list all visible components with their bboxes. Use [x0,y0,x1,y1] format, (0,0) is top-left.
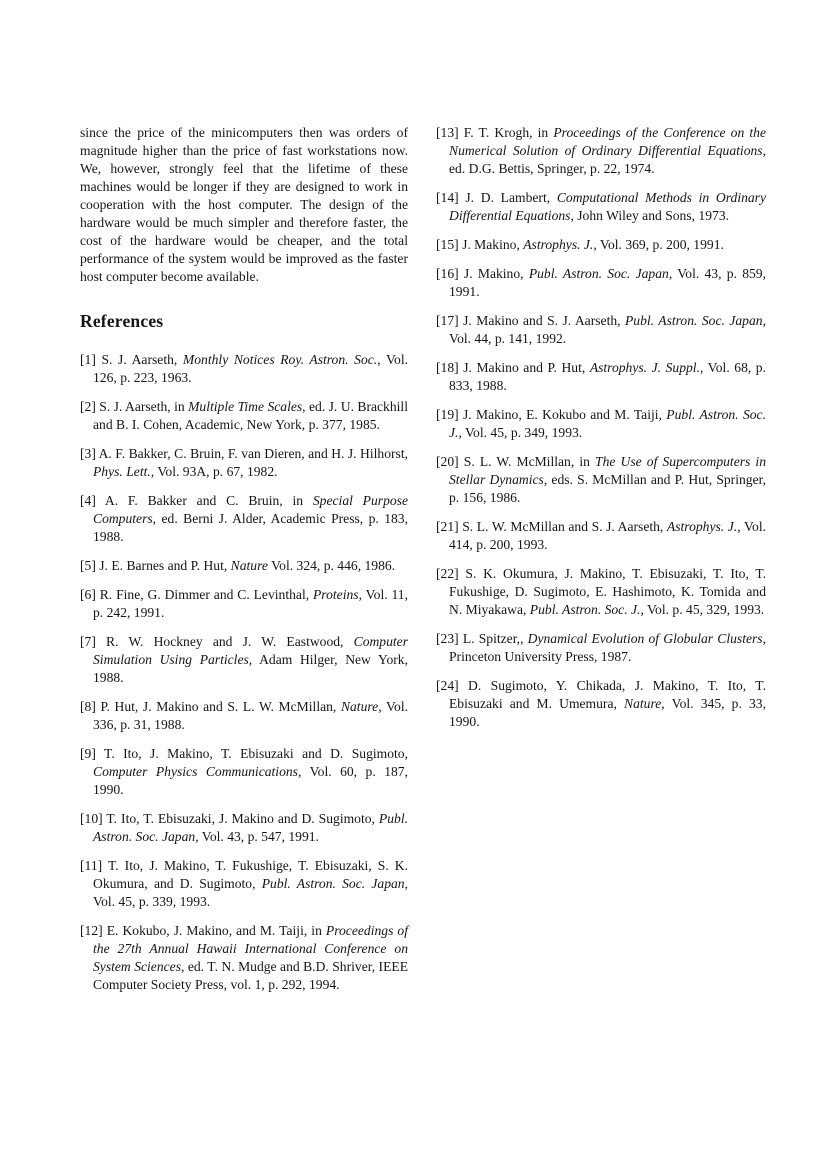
left-column [80,124,408,994]
reference-item [436,518,766,554]
reference-item [436,630,766,666]
reference-text: , ed. J. U. Brackhill and B. I. Cohen, Academic, New York, p. 377, 1985. [93,399,408,432]
reference-item [436,236,766,254]
reference-label: [4] [80,493,96,508]
reference-text: , ed. T. N. Mudge and B.D. Shriver, IEEE Computer Society Press, vol. 1, p. 292, 1994. [93,959,408,992]
reference-label: [13] [436,125,459,140]
reference-text: D. Sugimoto, Y. Chikada, J. Makino, T. Ito, T. Ebisuzaki and M. Umemura, [449,678,766,711]
reference-text: A. F. Bakker and C. Bruin, in [104,493,313,508]
reference-label: [7] [80,634,96,649]
reference-text: J. Makino, [463,266,529,281]
reference-label: [23] [436,631,459,646]
reference-label: [11] [80,858,103,873]
reference-item [436,124,766,178]
reference-text: , Vol. 43, p. 547, 1991. [195,829,319,844]
reference-title: Nature [230,558,268,573]
reference-item [80,745,408,799]
reference-text: J. D. Lambert, [465,190,557,205]
reference-title: The Use of Supercomputers in Stellar Dynamics [449,454,766,487]
reference-text: , Vol. 45, p. 339, 1993. [93,876,408,909]
reference-text: E. Kokubo, J. Makino, and M. Taiji, in [106,923,326,938]
right-column [436,124,766,731]
reference-title: Proceedings of the Conference on the Numerical Solution of Ordinary Differential Equations [449,125,766,158]
reference-text: , Vol. 369, p. 200, 1991. [593,237,724,252]
reference-text: , John Wiley and Sons, 1973. [570,208,730,223]
reference-label: [18] [436,360,459,375]
reference-text: , eds. S. McMillan and P. Hut, Springer, p. 156, 1986. [449,472,766,505]
reference-title: Computer Physics Communications [93,764,298,779]
reference-title: Monthly Notices Roy. Astron. Soc. [182,352,378,367]
reference-label: [5] [80,558,96,573]
reference-text: T. Ito, J. Makino, T. Ebisuzaki and D. Sugimoto, [104,746,408,761]
reference-item [436,359,766,395]
reference-label: [3] [80,446,96,461]
reference-label: [16] [436,266,459,281]
reference-title: Astrophys. J. Suppl. [589,360,700,375]
reference-title: Proteins [313,587,359,602]
reference-text: , Vol. 11, p. 242, 1991. [93,587,408,620]
reference-label: [10] [80,811,103,826]
reference-title: Publ. Astron. Soc. Japan [261,876,405,891]
reference-text: J. Makino and S. J. Aarseth, [463,313,625,328]
reference-label: [19] [436,407,459,422]
reference-text: S. K. Okumura, J. Makino, T. Ebisuzaki, T. Ito, T. Fukushige, D. Sugimoto, E. Hashimoto, K. Tomida and N. Miyakawa, [449,566,767,617]
reference-label: [8] [80,699,96,714]
reference-item [80,922,408,994]
reference-text: S. L. W. McMillan and S. J. Aarseth, [462,519,667,534]
references-list-right [436,124,766,731]
reference-item [80,557,408,575]
reference-label: [20] [436,454,459,469]
reference-item [436,677,766,731]
reference-title: Publ. Astron. Soc. J. [529,602,641,617]
reference-item [436,565,766,619]
reference-title: Phys. Lett. [93,464,151,479]
reference-item [80,698,408,734]
reference-item [436,265,766,301]
reference-item [80,857,408,911]
reference-text: , Vol. 414, p. 200, 1993. [449,519,766,552]
reference-text: , Vol. 44, p. 141, 1992. [449,313,766,346]
reference-text: , Vol. 336, p. 31, 1988. [93,699,408,732]
reference-text: J. Makino and P. Hut, [463,360,590,375]
reference-text: J. Makino, E. Kokubo and M. Taiji, [463,407,667,422]
reference-text: , Vol. 68, p. 833, 1988. [449,360,767,393]
reference-title: Computational Methods in Ordinary Differential Equations [449,190,767,223]
reference-item [80,351,408,387]
reference-title: Dynamical Evolution of Globular Clusters [527,631,763,646]
reference-item [436,189,766,225]
reference-label: [15] [436,237,459,252]
reference-text: , Vol. 345, p. 33, 1990. [449,696,766,729]
reference-label: [24] [436,678,459,693]
reference-item [80,810,408,846]
reference-label: [14] [436,190,459,205]
reference-label: [22] [436,566,459,581]
reference-text: S. J. Aarseth, [101,352,183,367]
references-list-left [80,351,408,994]
reference-item [80,633,408,687]
reference-title: Special Purpose Computers [93,493,408,526]
reference-title: Proceedings of the 27th Annual Hawaii International Conference on System Sciences [93,923,408,974]
reference-text: R. W. Hockney and J. W. Eastwood, [106,634,354,649]
references-heading: References [80,311,164,331]
reference-title: Multiple Time Scales [188,399,303,414]
reference-title: Publ. Astron. Soc. Japan [625,313,763,328]
reference-text: , Vol. 60, p. 187, 1990. [93,764,408,797]
reference-text: , Vol. 126, p. 223, 1963. [93,352,408,385]
reference-text: S. L. W. McMillan, in [463,454,596,469]
reference-text: Vol. 324, p. 446, 1986. [267,558,396,573]
reference-text: , Vol. p. 45, 329, 1993. [640,602,765,617]
reference-text: J. E. Barnes and P. Hut, [99,558,231,573]
reference-item [80,492,408,546]
reference-title: Publ. Astron. Soc. Japan [528,266,669,281]
reference-item [80,586,408,622]
reference-item [436,312,766,348]
reference-label: [9] [80,746,96,761]
reference-text: R. Fine, G. Dimmer and C. Levinthal, [99,587,313,602]
reference-label: [17] [436,313,459,328]
reference-label: [2] [80,399,96,414]
reference-title: Publ. Astron. Soc. Japan [93,811,408,844]
reference-text: J. Makino, [462,237,524,252]
reference-title: Nature [340,699,379,714]
reference-title: Publ. Astron. Soc. J. [449,407,766,440]
reference-text: , Vol. 43, p. 859, 1991. [449,266,767,299]
reference-text: T. Ito, J. Makino, T. Fukushige, T. Ebisuzaki, S. K. Okumura, and D. Sugimoto, [93,858,408,891]
reference-item [80,445,408,481]
reference-text: A. F. Bakker, C. Bruin, F. van Dieren, and H. J. Hilhorst, [98,446,408,461]
reference-title: Astrophys. J. [666,519,738,534]
reference-label: [12] [80,923,103,938]
reference-text: P. Hut, J. Makino and S. L. W. McMillan, [100,699,341,714]
reference-label: [1] [80,352,96,367]
reference-text: , ed. D.G. Bettis, Springer, p. 22, 1974. [449,143,766,176]
reference-text: , ed. Berni J. Alder, Academic Press, p. 183, 1988. [93,511,408,544]
reference-text: , Vol. 93A, p. 67, 1982. [150,464,278,479]
reference-item [80,398,408,434]
reference-item [436,453,766,507]
reference-title: Computer Simulation Using Particles [93,634,408,667]
reference-label: [21] [436,519,459,534]
reference-text: S. J. Aarseth, in [99,399,189,414]
reference-item [436,406,766,442]
reference-text: , Adam Hilger, New York, 1988. [93,652,408,685]
closing-paragraph: since the price of the minicomputers then was orders of magnitude higher than the price of fast workstations now. We, however, strongly feel that the lifetime of these machines would be longer if they are designed to work in cooperation with the host computer. The design of the hardware would be much simpler and therefore faster, the cost of the hardware would be cheaper, and the total performance of the system would be improved as the faster host computer become available. [80,125,408,284]
reference-text: , Princeton University Press, 1987. [449,631,766,664]
reference-label: [6] [80,587,96,602]
reference-title: Nature [624,696,662,711]
reference-text: L. Spitzer,, [462,631,528,646]
reference-text: , Vol. 45, p. 349, 1993. [458,425,583,440]
reference-text: T. Ito, T. Ebisuzaki, J. Makino and D. Sugimoto, [106,811,379,826]
reference-text: F. T. Krogh, in [463,125,554,140]
reference-title: Astrophys. J. [523,237,594,252]
